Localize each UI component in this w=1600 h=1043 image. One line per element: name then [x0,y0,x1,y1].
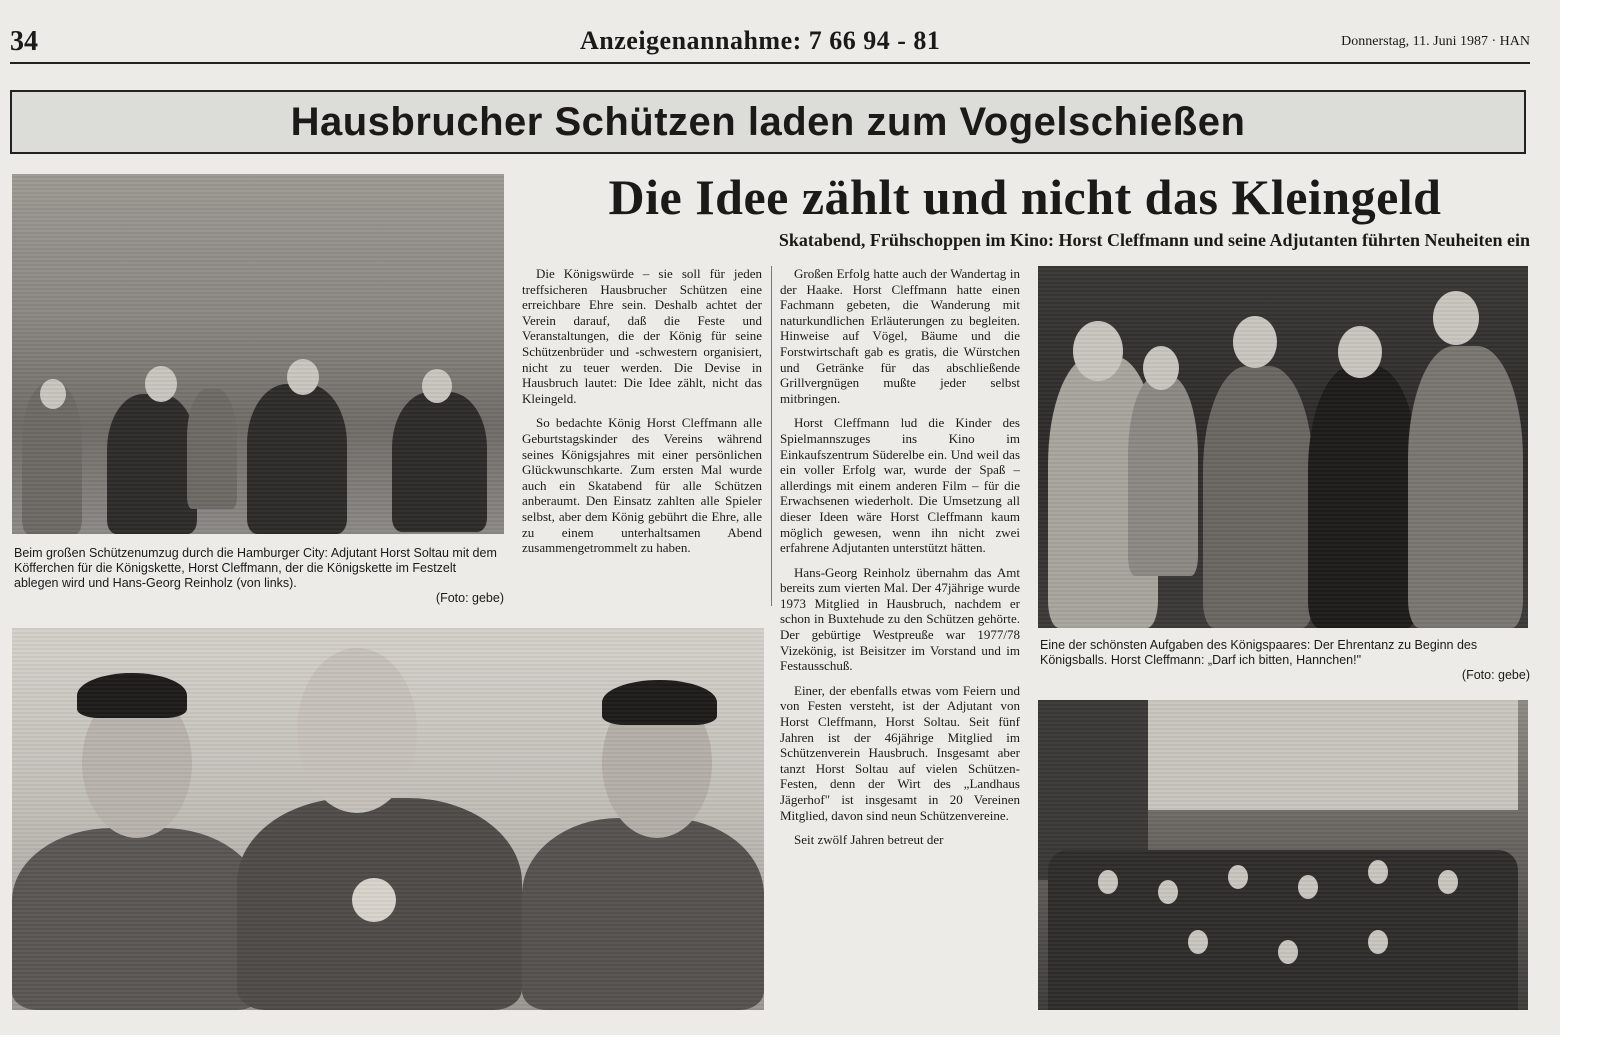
dance-caption-text: Eine der schönsten Aufgaben des Königspaares: Der Ehrentanz zu Beginn des Königsballs. Horst Cleffmann: „Darf ich bitten, Hannchen!" [1040,638,1478,667]
article-column-2 [780,266,1020,857]
banner-title: Hausbrucher Schützen laden zum Vogelschießen [290,100,1246,144]
paragraph: Großen Erfolg hatte auch der Wandertag in der Haake. Horst Cleffmann hatte einen Fachmann gebeten, die Wanderung mit naturkundlichen Erläuterungen zu begleiten. Hinweise auf Vögel, Bäume und die Forstwirtschaft gab es gratis, die Würstchen und Getränke für das abschließende Grillvergnügen mußte jeder selbst mitbringen. [780,266,1020,406]
portrait-photo [12,628,764,1010]
paragraph: Seit zwölf Jahren betreut der [794,832,944,848]
column-divider [771,266,772,606]
paragraph: Die Königswürde – sie soll für jeden treffsicheren Hausbrucher Schützen eine erreichbare Ehre sein. Deshalb achtet der Verein darauf, daß die Feste und Veranstaltungen, die der König für seine Schützenbrüder und -schwestern organisiert, nicht zu teuer werden. Die Devise in Hausbruch lautet: Die Idee zählt, nicht das Kleingeld. [522,266,762,406]
ad-phone-line: Anzeigenannahme: 7 66 94 - 81 [580,26,941,55]
article-column-1 [522,266,762,565]
paragraph: Horst Cleffmann lud die Kinder des Spielmannszuges ins Kino im Einkaufszentrum Süderelbe ein. Und weil das ein voller Erfolg war, wurde der Spaß – allerdings mit einem anderen Film – für die Erwachsenen wiederholt. Die Umsetzung all dieser Ideen wäre Horst Cleffmann kaum möglich gewesen, wenn ihn nicht zwei erfahrene Adjutanten unterstützt hätten. [780,415,1020,556]
parade-caption [14,546,504,606]
paragraph: Hans-Georg Reinholz übernahm das Amt bereits zum vierten Mal. Der 47jährige wurde 1973 Mitglied in Hausbruch, nachdem er schon in Buxtehude zu den Schützen gehörte. Der gebürtige Westpreuße war 1977/78 Vizekönig, ist Beisitzer im Vorstand und im Festausschuß. [780,564,1020,674]
page-margin [1560,0,1600,1043]
dance-photo-credit: (Foto: gebe) [1461,668,1530,682]
parade-caption-text: Beim großen Schützenumzug durch die Hamburger City: Adjutant Horst Soltau mit dem Köfferchen für die Königskette, Horst Cleffmann, der die Königskette im Festzelt ablegen wird und Hans-Georg Reinholz (von links). [14,546,497,590]
parade-photo-credit: (Foto: gebe) [435,591,504,605]
parade-photo [12,174,504,534]
group-photo [1038,700,1528,1010]
dateline: Donnerstag, 11. Juni 1987 · HAN [1341,34,1530,49]
masthead [10,22,1530,62]
page-number: 34 [10,26,38,57]
section-banner [10,90,1526,154]
top-rule [10,62,1530,64]
dance-photo [1038,266,1528,628]
article-subhead: Skatabend, Frühschoppen im Kino: Horst Cleffmann und seine Adjutanten führten Neuheiten ein [778,230,1530,250]
article-headline: Die Idee zählt und nicht das Kleingeld [608,169,1442,225]
paragraph: So bedachte König Horst Cleffmann alle Geburtstagskinder des Vereins während seines Königsjahres mit einer persönlichen Glückwunschkarte. Zum ersten Mal wurde auch ein Skatabend für alle Schützen anberaumt. Den Einsatz zahlten alle Spieler selbst, aber dem König gebührt die Ehre, alle zu einem unterhaltsamen Abend zusammengetrommelt zu haben. [522,415,762,556]
paragraph: Einer, der ebenfalls etwas vom Feiern und von Festen versteht, ist der Adjutant von Horst Cleffmann, Horst Soltau. Seit fünf Jahren ist der 46jährige Mitglied im Schützenverein Hausbruch. Insgesamt aber tanzt Horst Soltau auf vielen Schützen-Festen, denn der Wirt des „Landhaus Jägerhof" ist insgesamt in 20 Vereinen Mitglied, davon sind neun Schützenvereine. [780,682,1020,823]
dance-caption [1040,638,1530,683]
